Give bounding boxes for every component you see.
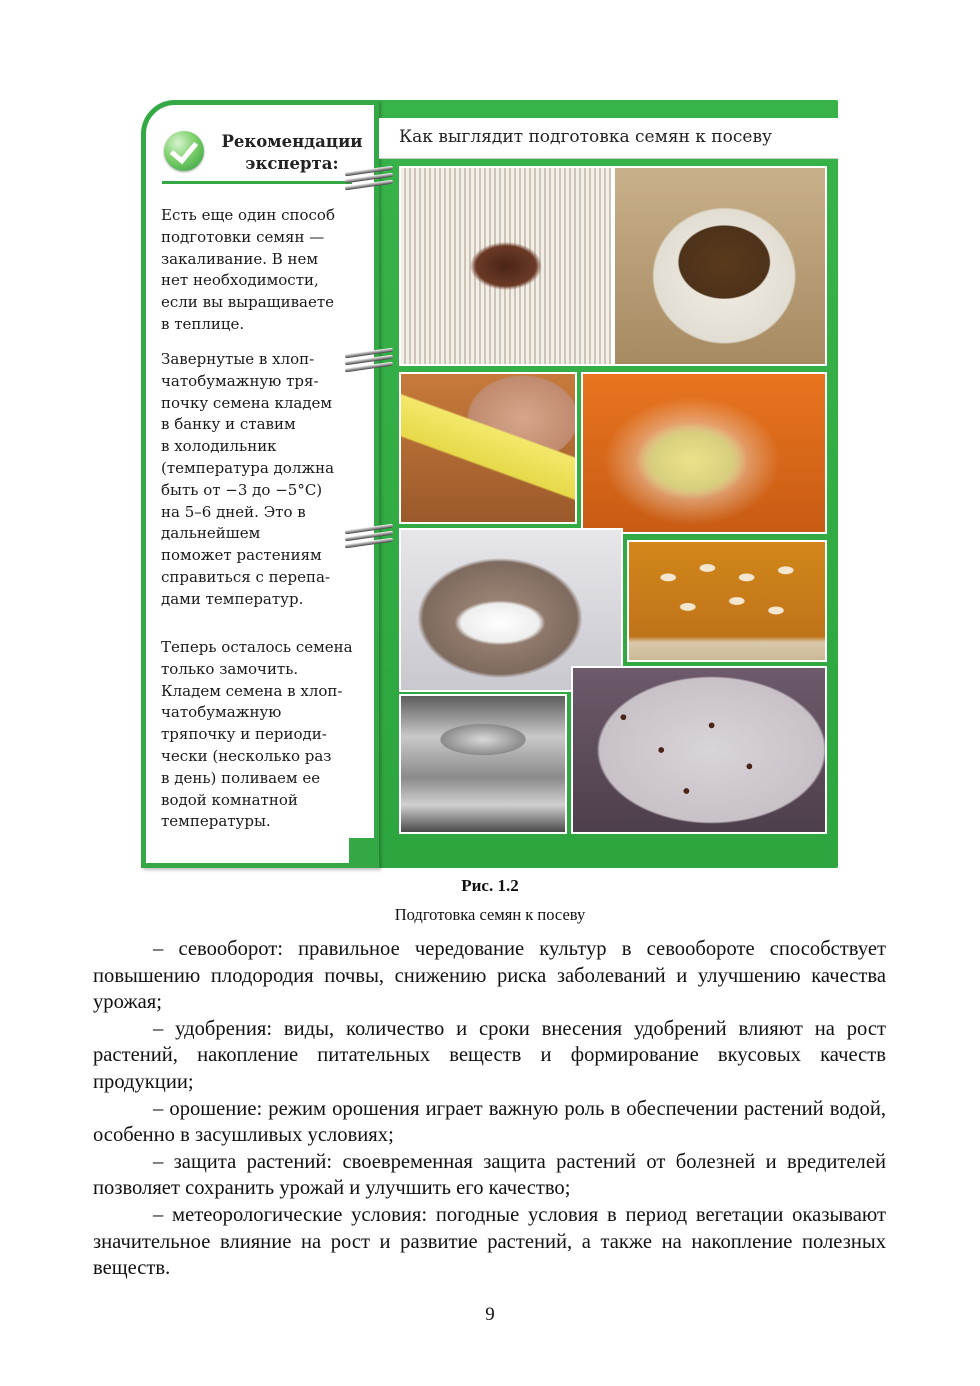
expert-paragraph: Есть еще один способ подготовки семян — закаливание. В нем нет необходимости, если вы выращиваете в теплице. [161, 206, 335, 333]
paragraph: – метеорологические условия: погодные условия в период вегетации оказывают значительное влияние на рост и развитие растений, а также на накопление полезных веществ. [93, 1203, 886, 1280]
paragraph: – орошение: режим орошения играет важную роль в обеспечении растений водой, особенно в засушливых условиях; [93, 1097, 886, 1147]
photo-seeds-on-gauze [399, 166, 613, 366]
paragraph: – защита растений: своевременная защита растений от болезней и вредителей позволяет сохранить урожай и улучшить его качество; [93, 1150, 886, 1200]
photo-seeds-in-container [613, 166, 827, 366]
expert-paragraph: Завернутые в хлоп- чатобумажную тря- почку семена кладем в банку и ставим в холодильник (температура должна быть от −3 до −5°С) на 5–6 дней. Это в дальнейшем поможет растениям справиться с перепа- дами температур. [161, 350, 335, 608]
page-number: 9 [485, 1304, 495, 1325]
photo-wrapping-seeds [399, 372, 577, 524]
photo-steamer-pot [399, 694, 567, 834]
expert-panel [141, 100, 379, 868]
figure-1-2 [141, 100, 838, 868]
paragraph: – севооборот: правильное чередование культур в севообороте способствует повышению плодородия почвы, снижению риска заболеваний и улучшению качества урожая; [93, 938, 886, 1014]
photo-seeds-with-ruler [627, 540, 827, 662]
photo-header-title: Как выглядит подготовка семян к посеву [399, 127, 773, 147]
figure-title: Подготовка семян к посеву [394, 905, 586, 924]
spiral-ring-icon [345, 524, 393, 554]
expert-header [160, 127, 370, 187]
expert-title: Рекомендации эксперта: [221, 132, 363, 173]
spiral-ring-icon [345, 348, 393, 378]
check-circle-icon [164, 131, 204, 171]
photo-jar-in-bag [581, 372, 827, 534]
expert-paragraph: Теперь осталось семена только замочить. Кладем семена в хлоп- чатобумажную тряпочку и периоди- чески (несколько раз в день) поливаем ее водой комнатной температуры. [161, 638, 353, 831]
spiral-ring-icon [345, 166, 393, 196]
photo-sprouted-seeds [571, 666, 827, 834]
photo-header [379, 118, 838, 159]
figure-number: Рис. 1.2 [461, 876, 519, 895]
divider [162, 181, 352, 184]
paragraph: – удобрения: виды, количество и сроки внесения удобрений влияют на рост растений, накопление питательных веществ и формирование вкусовых качеств продукции; [93, 1017, 886, 1093]
body-text [93, 936, 886, 1282]
